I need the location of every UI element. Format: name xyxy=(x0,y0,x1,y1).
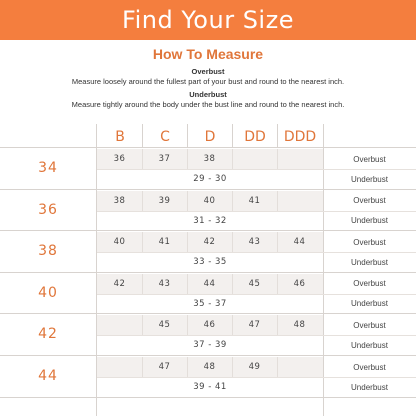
grid-divider xyxy=(277,232,278,252)
grid-divider xyxy=(232,232,233,252)
grid-divider xyxy=(187,149,188,169)
overbust-cell: 45 xyxy=(248,278,261,289)
grid-divider xyxy=(232,124,233,148)
overbust-cell: 39 xyxy=(158,195,171,206)
page-title: Find Your Size xyxy=(122,6,294,34)
overbust-cell: 40 xyxy=(203,195,216,206)
overbust-row-label: Overbust xyxy=(353,362,386,372)
overbust-heading: Overbust xyxy=(191,67,225,76)
overbust-row-label: Overbust xyxy=(353,320,386,330)
overbust-cell: 36 xyxy=(113,154,126,164)
title-banner xyxy=(0,0,416,40)
cup-size-header: B xyxy=(115,129,125,145)
grid-divider xyxy=(277,124,278,148)
overbust-cell: 40 xyxy=(113,237,126,248)
grid-divider xyxy=(277,357,278,377)
band-size-label: 36 xyxy=(38,201,58,218)
cup-size-header: DD xyxy=(244,129,266,145)
overbust-cell xyxy=(97,357,142,377)
overbust-cell: 38 xyxy=(203,154,216,164)
grid-divider xyxy=(187,274,188,294)
grid-divider xyxy=(187,232,188,252)
grid-divider xyxy=(187,315,188,335)
overbust-row-label: Overbust xyxy=(353,279,386,289)
overbust-cell xyxy=(232,149,277,169)
overbust-cell xyxy=(277,191,322,211)
grid-divider xyxy=(232,315,233,335)
grid-divider xyxy=(187,124,188,148)
grid-divider xyxy=(142,149,143,169)
overbust-cell: 42 xyxy=(203,237,216,248)
overbust-cell: 49 xyxy=(248,362,261,372)
overbust-cell: 46 xyxy=(293,278,306,289)
grid-divider xyxy=(232,191,233,211)
cup-size-header: C xyxy=(160,129,170,145)
cup-size-header: D xyxy=(204,129,216,145)
grid-divider xyxy=(277,315,278,335)
overbust-cell: 48 xyxy=(293,320,306,331)
underbust-row-label: Underbust xyxy=(351,257,388,267)
overbust-cell: 44 xyxy=(293,237,306,248)
grid-divider xyxy=(277,191,278,211)
band-size-label: 40 xyxy=(38,284,58,301)
underbust-row-label: Underbust xyxy=(351,174,388,184)
overbust-cell: 44 xyxy=(203,278,216,289)
underbust-range: 39 - 41 xyxy=(193,382,227,392)
overbust-cell: 41 xyxy=(248,195,261,206)
underbust-instructions: Measure tightly around the body under the bust line and round to the nearest inch. xyxy=(71,100,345,109)
grid-divider xyxy=(232,274,233,294)
overbust-cell xyxy=(277,357,322,377)
overbust-cell: 37 xyxy=(158,154,171,164)
grid-divider xyxy=(232,357,233,377)
overbust-cell xyxy=(277,149,322,169)
cup-size-header: DDD xyxy=(283,129,317,145)
grid-divider xyxy=(142,315,143,335)
grid-divider xyxy=(142,124,143,148)
overbust-cell: 47 xyxy=(248,320,261,331)
underbust-row-label: Underbust xyxy=(351,299,388,309)
overbust-row-label: Overbust xyxy=(353,154,386,164)
overbust-row-label: Overbust xyxy=(353,237,386,247)
grid-divider xyxy=(187,357,188,377)
overbust-cell: 46 xyxy=(203,320,216,331)
underbust-row-label: Underbust xyxy=(351,340,388,350)
grid-divider xyxy=(142,232,143,252)
grid-divider xyxy=(0,397,416,398)
grid-divider xyxy=(142,274,143,294)
overbust-cell: 43 xyxy=(248,237,261,248)
underbust-row-label: Underbust xyxy=(351,382,388,392)
underbust-range: 35 - 37 xyxy=(193,298,227,309)
overbust-cell: 38 xyxy=(113,195,126,206)
grid-divider xyxy=(187,191,188,211)
overbust-instructions: Measure loosely around the fullest part of your bust and round to the nearest inch. xyxy=(71,77,345,86)
overbust-cell: 47 xyxy=(158,362,171,372)
grid-divider xyxy=(277,149,278,169)
band-size-label: 44 xyxy=(38,368,58,384)
overbust-cell: 42 xyxy=(113,278,126,289)
overbust-cell: 43 xyxy=(158,278,171,289)
grid-divider xyxy=(277,274,278,294)
underbust-range: 31 - 32 xyxy=(193,215,227,226)
band-size-label: 42 xyxy=(38,326,58,343)
section-heading: How To Measure xyxy=(152,46,264,62)
underbust-range: 29 - 30 xyxy=(193,174,227,184)
overbust-cell: 45 xyxy=(158,320,171,331)
band-size-label: 38 xyxy=(38,243,58,260)
grid-divider xyxy=(142,357,143,377)
underbust-range: 33 - 35 xyxy=(193,257,227,268)
underbust-heading: Underbust xyxy=(189,90,227,99)
overbust-row-label: Overbust xyxy=(353,196,386,206)
overbust-cell xyxy=(97,315,142,335)
overbust-cell: 41 xyxy=(158,237,171,248)
underbust-range: 37 - 39 xyxy=(193,340,227,351)
band-size-label: 34 xyxy=(38,160,58,176)
grid-divider xyxy=(232,149,233,169)
overbust-cell: 48 xyxy=(203,362,216,372)
grid-divider xyxy=(142,191,143,211)
underbust-row-label: Underbust xyxy=(351,216,388,226)
